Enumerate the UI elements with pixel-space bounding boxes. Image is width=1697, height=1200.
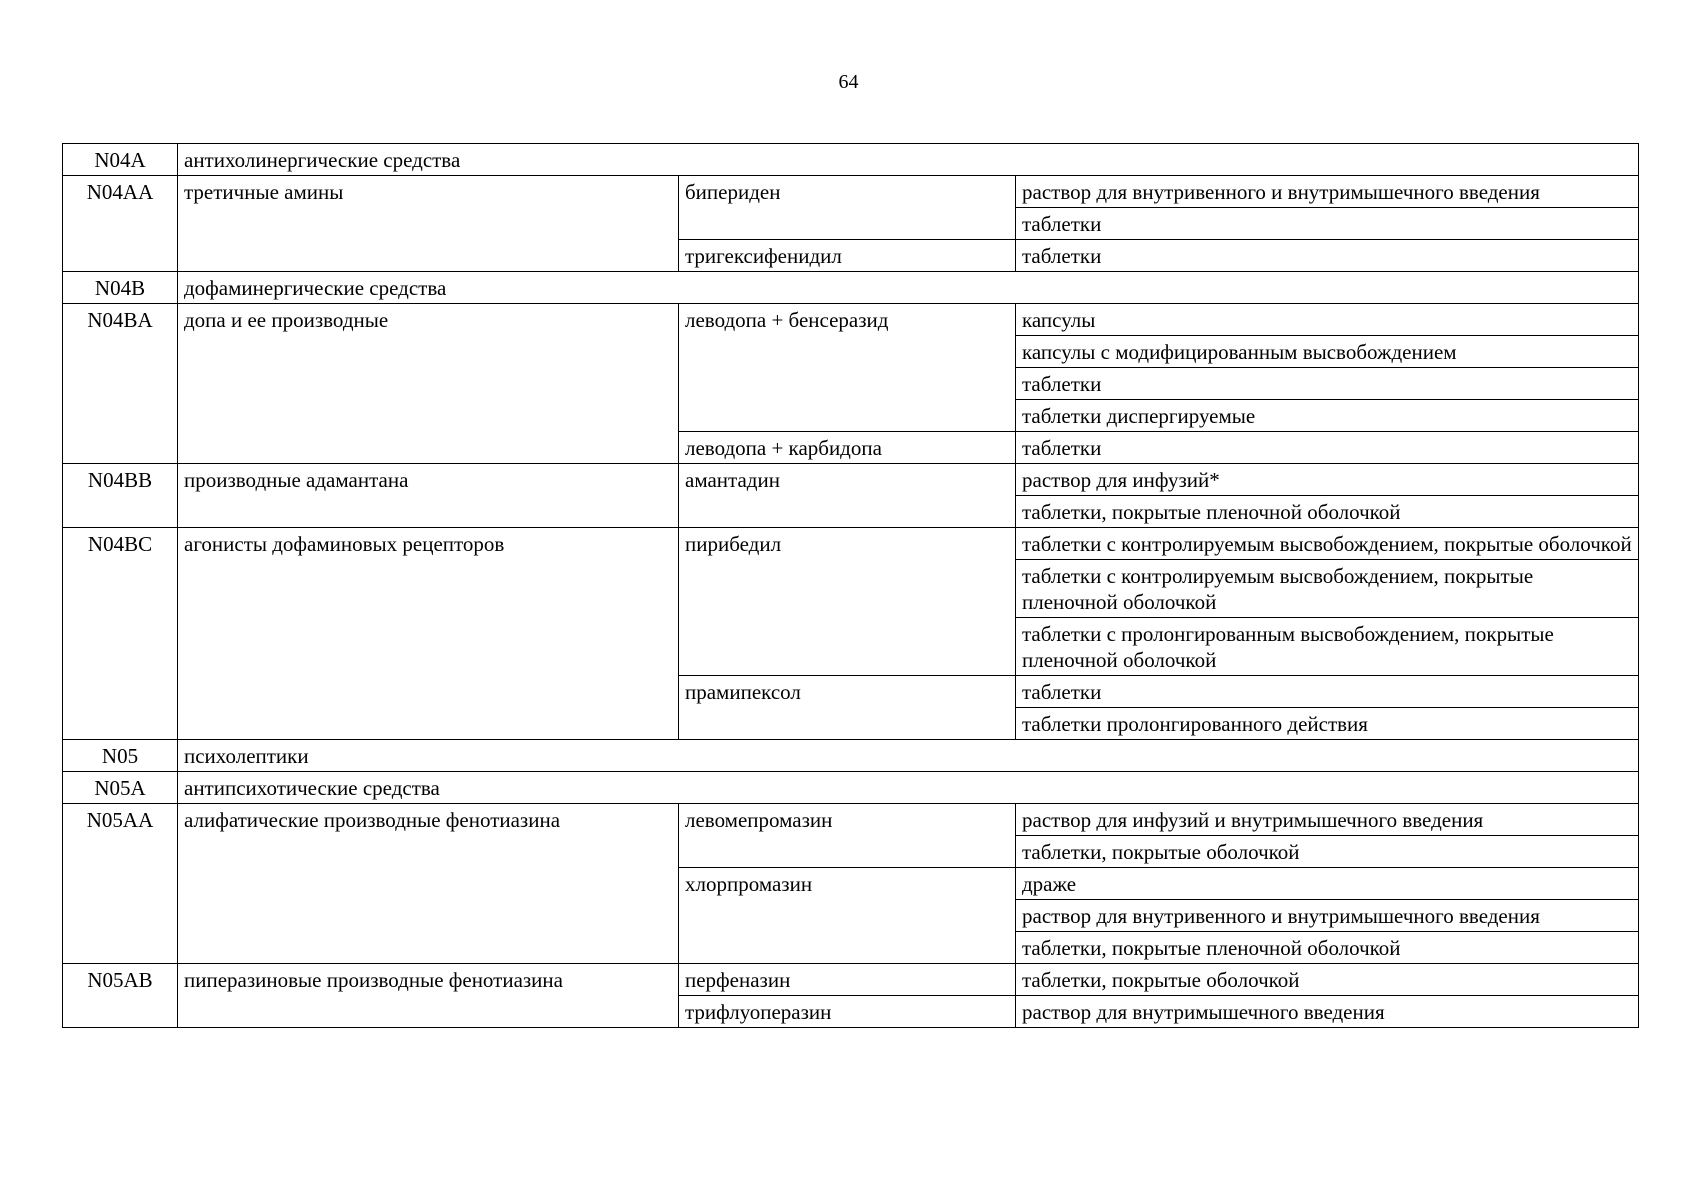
- group-title: психолептики: [178, 740, 1639, 772]
- atc-code: N04B: [63, 272, 178, 304]
- dosage-form: таблетки, покрытые пленочной оболочкой: [1016, 496, 1639, 528]
- dosage-form: таблетки с контролируемым высвобождением, покрытые пленочной оболочкой: [1016, 560, 1639, 618]
- dosage-form: таблетки диспергируемые: [1016, 400, 1639, 432]
- group-title: пиперазиновые производные фенотиазина: [178, 964, 679, 1028]
- dosage-form: раствор для внутримышечного введения: [1016, 996, 1639, 1028]
- atc-code: N04BA: [63, 304, 178, 464]
- table-row: [63, 528, 1639, 560]
- atc-code: N05AB: [63, 964, 178, 1028]
- dosage-form: таблетки: [1016, 208, 1639, 240]
- atc-code: N04A: [63, 144, 178, 176]
- substance-name: хлорпромазин: [679, 868, 1016, 964]
- table-row: [63, 144, 1639, 176]
- table-row: [63, 740, 1639, 772]
- substance-name: трифлуоперазин: [679, 996, 1016, 1028]
- group-title: дофаминергические средства: [178, 272, 1639, 304]
- table-row: [63, 772, 1639, 804]
- atc-code: N05A: [63, 772, 178, 804]
- table-row: [63, 304, 1639, 336]
- dosage-form: раствор для внутривенного и внутримышечного введения: [1016, 176, 1639, 208]
- dosage-form: таблетки: [1016, 368, 1639, 400]
- substance-name: прамипексол: [679, 676, 1016, 740]
- group-title: допа и ее производные: [178, 304, 679, 464]
- dosage-form: капсулы с модифицированным высвобождением: [1016, 336, 1639, 368]
- substance-name: амантадин: [679, 464, 1016, 528]
- table-body: [63, 144, 1639, 1028]
- dosage-form: таблетки, покрытые оболочкой: [1016, 964, 1639, 996]
- group-title: антипсихотические средства: [178, 772, 1639, 804]
- dosage-form: таблетки, покрытые пленочной оболочкой: [1016, 932, 1639, 964]
- substance-name: тригексифенидил: [679, 240, 1016, 272]
- drug-classification-table: [62, 143, 1639, 1028]
- group-title: третичные амины: [178, 176, 679, 272]
- dosage-form: таблетки, покрытые оболочкой: [1016, 836, 1639, 868]
- group-title: производные адамантана: [178, 464, 679, 528]
- table-row: [63, 804, 1639, 836]
- dosage-form: раствор для внутривенного и внутримышечного введения: [1016, 900, 1639, 932]
- dosage-form: драже: [1016, 868, 1639, 900]
- atc-code: N05: [63, 740, 178, 772]
- table-row: [63, 464, 1639, 496]
- dosage-form: таблетки пролонгированного действия: [1016, 708, 1639, 740]
- group-title: алифатические производные фенотиазина: [178, 804, 679, 964]
- dosage-form: раствор для инфузий и внутримышечного введения: [1016, 804, 1639, 836]
- substance-name: перфеназин: [679, 964, 1016, 996]
- dosage-form: капсулы: [1016, 304, 1639, 336]
- dosage-form: таблетки с пролонгированным высвобождением, покрытые пленочной оболочкой: [1016, 618, 1639, 676]
- atc-code: N04BC: [63, 528, 178, 740]
- substance-name: леводопа + бенсеразид: [679, 304, 1016, 432]
- table-row: [63, 176, 1639, 208]
- atc-code: N04BB: [63, 464, 178, 528]
- table-row: [63, 964, 1639, 996]
- page-number: 64: [838, 71, 859, 93]
- atc-code: N05AA: [63, 804, 178, 964]
- atc-code: N04AA: [63, 176, 178, 272]
- substance-name: пирибедил: [679, 528, 1016, 676]
- dosage-form: таблетки: [1016, 676, 1639, 708]
- dosage-form: таблетки: [1016, 240, 1639, 272]
- dosage-form: таблетки с контролируемым высвобождением, покрытые оболочкой: [1016, 528, 1639, 560]
- table-row: [63, 272, 1639, 304]
- dosage-form: таблетки: [1016, 432, 1639, 464]
- substance-name: леводопа + карбидопа: [679, 432, 1016, 464]
- substance-name: левомепромазин: [679, 804, 1016, 868]
- group-title: агонисты дофаминовых рецепторов: [178, 528, 679, 740]
- dosage-form: раствор для инфузий*: [1016, 464, 1639, 496]
- group-title: антихолинергические средства: [178, 144, 1639, 176]
- substance-name: бипериден: [679, 176, 1016, 240]
